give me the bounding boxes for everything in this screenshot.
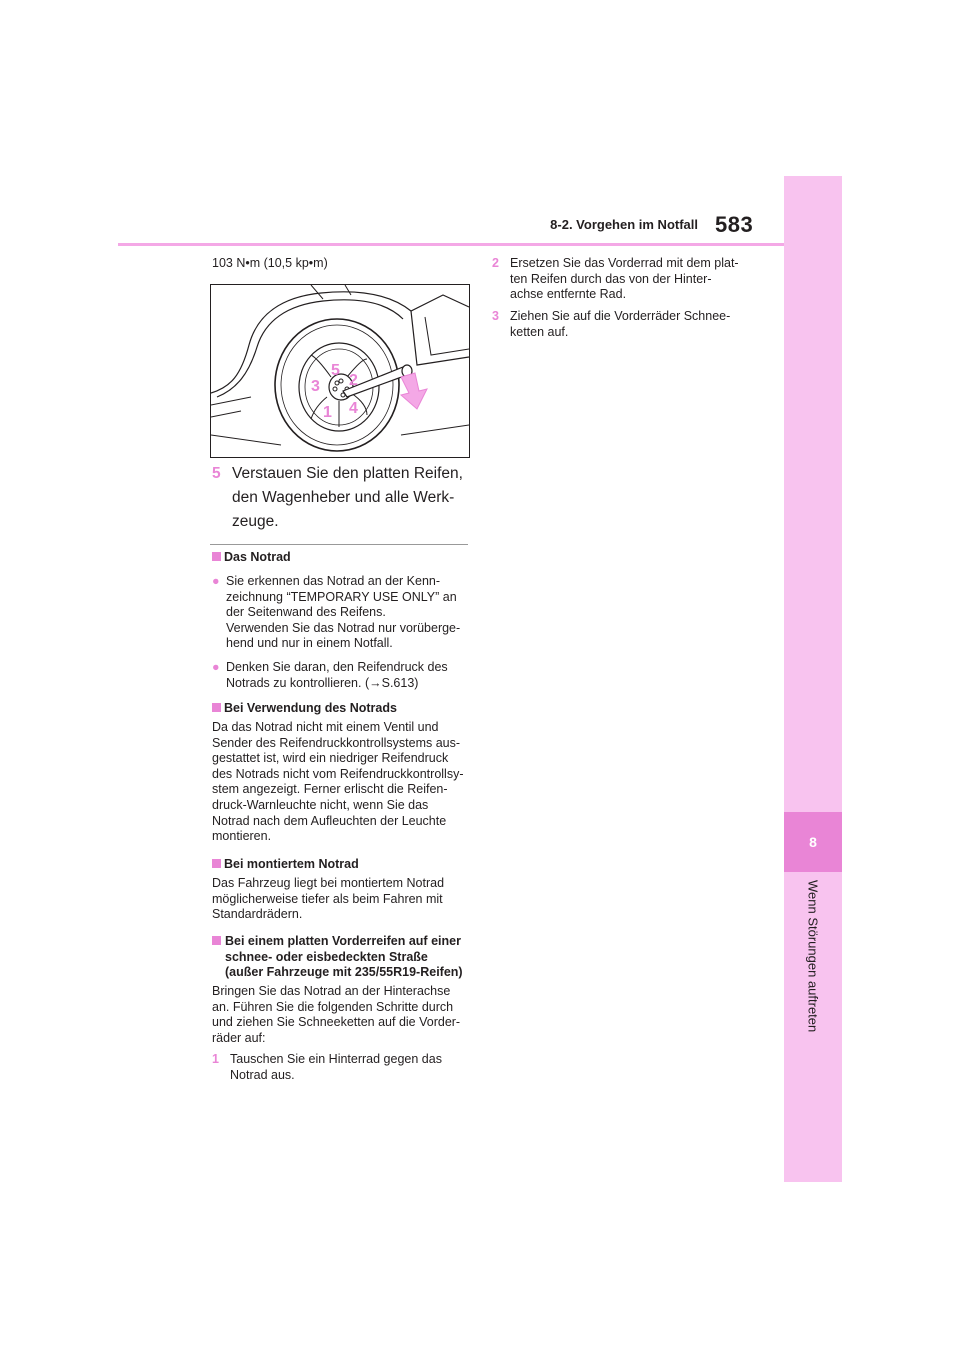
header-rule [118, 243, 786, 246]
heading-montiert [212, 857, 359, 873]
step-5-number: 5 [212, 465, 221, 482]
heading-montiert-text: Bei montiertem Notrad [224, 857, 359, 871]
heading-verwendung [212, 701, 397, 717]
step-3-text [510, 309, 770, 340]
step-3-line: Ziehen Sie auf die Vorderräder Schnee- [510, 309, 731, 323]
torque-value: 103 N•m (10,5 kp•m) [212, 256, 328, 270]
step-3-line: ketten auf. [510, 324, 569, 339]
heading-vorderreifen-square [212, 934, 224, 950]
label-3: 3 [311, 378, 320, 395]
heading-line: Bei einem platten Vorderreifen auf einer [225, 934, 461, 948]
paragraph-line: räder auf: [212, 1030, 266, 1045]
wheel-illustration [211, 285, 469, 457]
step-3-number [492, 309, 499, 325]
wheel-figure [210, 284, 470, 458]
paragraph-line: Standardrädern. [212, 907, 303, 922]
heading-vorderreifen [225, 934, 485, 981]
step-5 [212, 462, 221, 486]
heading-notrad-text: Das Notrad [224, 550, 291, 564]
step-2-number [492, 256, 499, 272]
step-1-line: Notrad aus. [230, 1067, 295, 1082]
paragraph-line: gestattet ist, wird ein niedriger Reifendruck [212, 751, 449, 766]
bullet-2-line: Notrads zu kontrollieren. (→S.613) [226, 675, 419, 690]
paragraph-line: des Notrads nicht vom Reifendruckkontrollsy- [212, 766, 464, 781]
paragraph-line: an. Führen Sie die folgenden Schritte durch [212, 999, 454, 1014]
bullet-2-dot [212, 660, 220, 676]
bullet-1 [226, 574, 476, 652]
step-1-text [230, 1052, 480, 1083]
step-5-line: den Wagenheber und alle Werk- [232, 489, 455, 506]
bullet-1-line: zeichnung “TEMPORARY USE ONLY” an [226, 589, 457, 604]
step-2-line: ten Reifen durch das von der Hinter- [510, 271, 712, 286]
paragraph-line: druck-Warnleuchte nicht, wenn Sie das [212, 797, 429, 812]
heading-notrad [212, 550, 291, 566]
heading-line: (außer Fahrzeuge mit 235/55R19-Reifen) [225, 965, 463, 980]
label-2: 2 [349, 372, 358, 389]
label-5: 5 [331, 362, 340, 379]
bullet-2-line: Denken Sie daran, den Reifendruck des [226, 660, 448, 674]
square-bullet-icon [212, 552, 221, 561]
step-5-text [232, 462, 472, 534]
step-2-text [510, 256, 770, 303]
paragraph-verwendung [212, 720, 474, 845]
square-bullet-icon [212, 859, 221, 868]
paragraph-line: Da das Notrad nicht mit einem Ventil und [212, 720, 439, 734]
page-number: 583 [715, 212, 754, 237]
step-5-line: zeuge. [232, 513, 279, 530]
bullet-1-line: Verwenden Sie das Notrad nur vorüberge- [226, 620, 461, 635]
section-title: 8-2. Vorgehen im Notfall [550, 217, 698, 232]
step-2-line: Ersetzen Sie das Vorderrad mit dem plat- [510, 256, 739, 270]
square-bullet-icon [212, 936, 221, 945]
step-1-number-text: 1 [212, 1052, 219, 1066]
heading-line: schnee- oder eisbedeckten Straße [225, 949, 428, 964]
bullet-1-line: Sie erkennen das Notrad an der Kenn- [226, 574, 441, 588]
bullet-1-line: hend und nur in einem Notfall. [226, 636, 393, 651]
step-1-number [212, 1052, 219, 1068]
paragraph-line: montieren. [212, 829, 272, 844]
square-bullet-icon [212, 703, 221, 712]
paragraph-line: und ziehen Sie Schneeketten auf die Vorder- [212, 1015, 461, 1030]
section-divider [210, 544, 468, 545]
paragraph-line: Bringen Sie das Notrad an der Hinterachse [212, 984, 451, 998]
step-5-line: Verstauen Sie den platten Reifen, [232, 465, 463, 482]
paragraph-line: Notrad nach dem Aufleuchten der Leuchte [212, 813, 447, 828]
step-2-number-text: 2 [492, 256, 499, 270]
side-tab-number[interactable] [784, 812, 842, 872]
bullet-1-dot [212, 574, 220, 590]
bullet-2 [226, 660, 476, 691]
heading-verwendung-text: Bei Verwendung des Notrads [224, 701, 397, 715]
paragraph-line: Sender des Reifendruckkontrollsystems aus- [212, 735, 461, 750]
paragraph-vorderreifen [212, 984, 474, 1046]
circle-bullet-icon: ● [212, 660, 220, 674]
paragraph-line: möglicherweise tiefer als beim Fahren mit [212, 891, 443, 906]
step-2-line: achse entfernte Rad. [510, 287, 627, 302]
step-1-line: Tauschen Sie ein Hinterrad gegen das [230, 1052, 442, 1066]
paragraph-montiert [212, 876, 474, 923]
paragraph-line: stem angezeigt. Ferner erlischt die Reifen- [212, 782, 448, 797]
paragraph-line: Das Fahrzeug liegt bei montiertem Notrad [212, 876, 445, 890]
circle-bullet-icon: ● [212, 574, 220, 588]
bullet-1-line: der Seitenwand des Reifens. [226, 605, 386, 620]
side-tab-number-text: 8 [809, 834, 817, 850]
label-4: 4 [349, 400, 358, 417]
side-tab-label: Wenn Störungen auftreten [805, 880, 821, 1033]
step-3-number-text: 3 [492, 309, 499, 323]
label-1: 1 [323, 404, 332, 421]
